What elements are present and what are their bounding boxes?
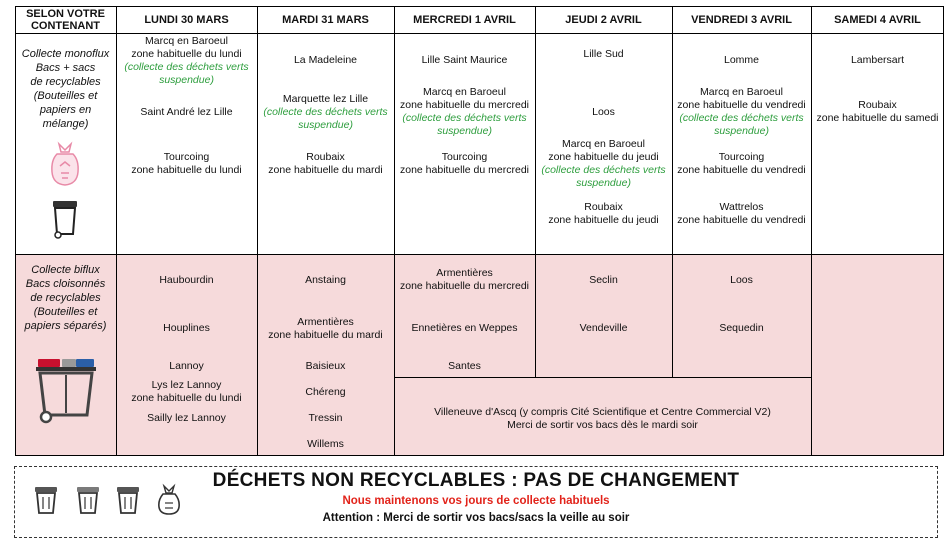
header-contenant: SELON VOTRE CONTENANT [26, 7, 105, 32]
biflux-mardi-1: Anstaing [305, 274, 346, 286]
monoflux-jeudi-1: Lille Sud [583, 48, 624, 60]
biflux-vendredi-2: Sequedin [719, 322, 764, 334]
monoflux-vendredi-3: (collecte des déchets verts suspendue) [679, 112, 804, 137]
header-jeudi: JEUDI 2 AVRIL [565, 13, 642, 26]
grid-line [394, 6, 395, 456]
monoflux-vendredi-1: Lomme [723, 54, 759, 66]
grid-line [15, 455, 944, 456]
grid-line [394, 377, 811, 378]
bin-icon [115, 485, 141, 517]
grid-line [15, 33, 944, 34]
biflux-label: Collecte biflux Bacs cloisonnés de recyclables (Bouteilles et papiers séparés) [24, 264, 107, 332]
monoflux-vendredi-2: Marcq en Baroeul zone habituelle du vendredi [677, 86, 806, 111]
footer-box [14, 466, 938, 538]
grid-line [15, 6, 944, 7]
biflux-lundi-3: Lannoy [169, 360, 204, 372]
bin-icon [33, 485, 59, 517]
monoflux-jeudi-3: Marcq en Baroeul zone habituelle du jeudi [548, 138, 659, 163]
biflux-mardi-4: Chéreng [305, 386, 346, 398]
biflux-mercredi-2: Ennetières en Weppes [411, 322, 518, 334]
biflux-mardi-2: Armentières zone habituelle du mardi [268, 316, 383, 341]
biflux-lundi-4: Lys lez Lannoy zone habituelle du lundi [131, 379, 242, 404]
footer-red-note: Nous maintenons vos jours de collecte habituels [342, 495, 610, 507]
header-mardi: MARDI 31 MARS [282, 13, 369, 26]
biflux-lundi-2: Houplines [163, 322, 210, 334]
monoflux-jeudi-5: Roubaix zone habituelle du jeudi [548, 201, 659, 226]
bag-icon [155, 483, 183, 517]
header-vendredi: VENDREDI 3 AVRIL [691, 13, 792, 26]
bin-icon [50, 198, 80, 240]
monoflux-mardi-3: (collecte des déchets verts suspendue) [263, 106, 388, 131]
monoflux-mercredi-2: Marcq en Baroeul zone habituelle du mercredi [400, 86, 529, 111]
monoflux-mercredi-3: (collecte des déchets verts suspendue) [402, 112, 527, 137]
monoflux-label: Collecte monoflux Bacs + sacs de recyclables (Bouteilles et papiers en mélange) [21, 48, 110, 130]
monoflux-samedi-2: Roubaix zone habituelle du samedi [816, 99, 939, 124]
biflux-bin-icon [32, 355, 100, 425]
monoflux-lundi-3: Saint André lez Lille [140, 106, 233, 118]
grid-line [15, 254, 944, 255]
monoflux-mercredi-4: Tourcoing zone habituelle du mercredi [400, 151, 529, 176]
header-mercredi: MERCREDI 1 AVRIL [413, 13, 516, 26]
biflux-mercredi-1: Armentières zone habituelle du mercredi [400, 267, 529, 292]
monoflux-vendredi-4: Tourcoing zone habituelle du vendredi [677, 151, 806, 176]
biflux-lundi-5: Sailly lez Lannoy [147, 412, 226, 424]
header-samedi: SAMEDI 4 AVRIL [834, 13, 921, 26]
biflux-mercredi-3: Santes [448, 360, 481, 372]
monoflux-lundi-4: Tourcoing zone habituelle du lundi [131, 151, 242, 176]
monoflux-mardi-2: Marquette lez Lille [282, 93, 369, 105]
biflux-jeudi-2: Vendeville [579, 322, 628, 334]
monoflux-vendredi-5: Wattrelos zone habituelle du vendredi [677, 201, 806, 226]
bin-icon [75, 485, 101, 517]
monoflux-lundi-1: Marcq en Baroeul zone habituelle du lundi [131, 35, 242, 60]
biflux-jeudi-1: Seclin [589, 274, 618, 286]
monoflux-samedi-1: Lambersart [850, 54, 905, 66]
biflux-villeneuve-merged: Villeneuve d'Ascq (y compris Cité Scientifique et Centre Commercial V2) Merci de sortir vos bacs dès le mardi soir [434, 406, 771, 431]
biflux-lundi-1: Haubourdin [159, 274, 214, 286]
monoflux-mardi-1: La Madeleine [293, 54, 358, 66]
biflux-mardi-6: Willems [307, 438, 344, 450]
header-lundi: LUNDI 30 MARS [144, 13, 229, 26]
monoflux-lundi-2: (collecte des déchets verts suspendue) [124, 61, 249, 86]
recycling-bag-icon [47, 140, 83, 188]
footer-black-note: Attention : Merci de sortir vos bacs/sacs la veille au soir [322, 512, 630, 524]
monoflux-mercredi-1: Lille Saint Maurice [421, 54, 508, 66]
grid-line [943, 6, 944, 456]
monoflux-jeudi-4: (collecte des déchets verts suspendue) [541, 164, 666, 189]
biflux-mardi-5: Tressin [308, 412, 343, 424]
biflux-vendredi-1: Loos [730, 274, 753, 286]
footer-title: DÉCHETS NON RECYCLABLES : PAS DE CHANGEMENT [212, 470, 740, 491]
monoflux-mardi-4: Roubaix zone habituelle du mardi [268, 151, 383, 176]
grid-line [811, 6, 812, 456]
monoflux-jeudi-2: Loos [592, 106, 615, 118]
biflux-mardi-3: Baisieux [305, 360, 346, 372]
